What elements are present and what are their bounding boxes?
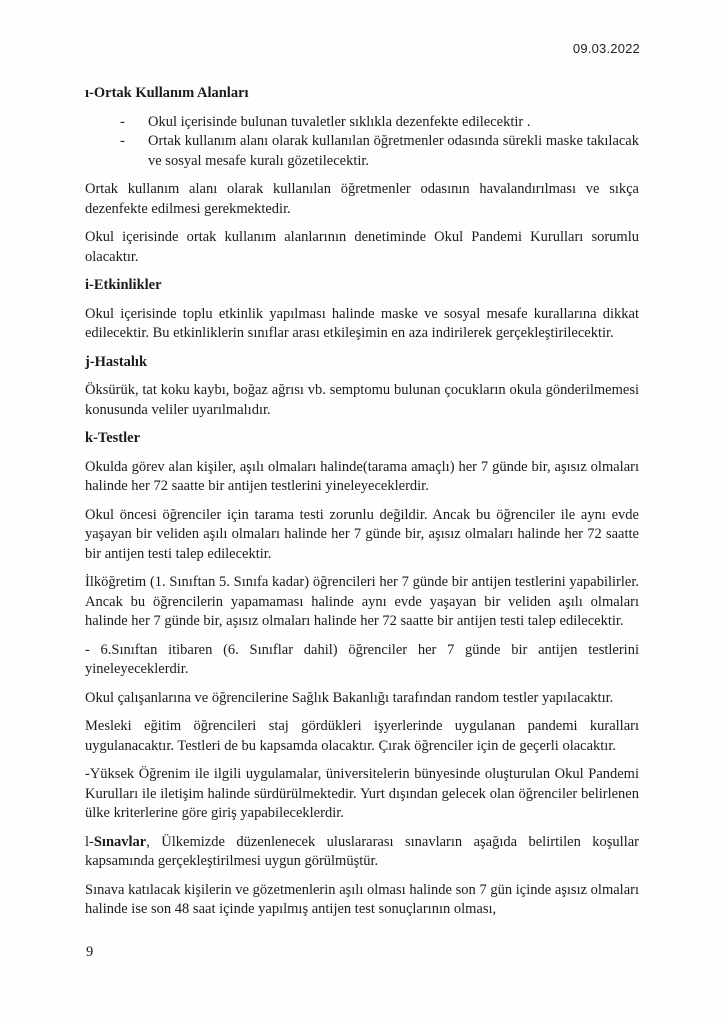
paragraph-denetim: Okul içerisinde ortak kullanım alanlarının denetiminde Okul Pandemi Kurulları sorumlu olacaktır. (85, 229, 639, 265)
bullet-item-text: Okul içerisinde bulunan tuvaletler sıklıkla dezenfekte edilecektir . (148, 113, 531, 130)
section-heading-testler: k-Testler (85, 430, 141, 446)
bullet-dash-icon: - (120, 133, 125, 149)
paragraph-yuksek-ogrenim: -Yüksek Öğrenim ile ilgili uygulamalar, üniversitelerin bünyesinde oluşturulan Okul Pandemi Kurulları ile iletişim halinde sürdürülmektedir. Yurt dışından gelecek olan öğrenciler belirlenen ülke kriterlerine göre giriş yapabileceklerdir. (85, 766, 639, 821)
sinavlar-prefix: l- (85, 833, 94, 850)
paragraph-havalandirma: Ortak kullanım alanı olarak kullanılan öğretmenler odasının havalandırılması ve sıkça dezenfekte edilmesi gerekmektedir. (85, 181, 639, 217)
paragraph-etkinlik: Okul içerisinde toplu etkinlik yapılması halinde maske ve sosyal mesafe kurallarına dikkat edilecektir. Bu etkinliklerin sınıflar arası etkileşimin en aza indirilerek gerçekleştirilecektir. (85, 305, 639, 341)
sinavlar-bold-lead: Sınavlar (93, 833, 147, 850)
paragraph-test-gorevli: Okulda görev alan kişiler, aşılı olmaları halinde(tarama amaçlı) her 7 günde bir, aşısız olmaları halinde her 72 saatte bir antijen testlerini yineleyeceklerdir. (85, 458, 639, 494)
paragraph-test-6sinif: - 6.Sınıftan itibaren (6. Sınıflar dahil) öğrenciler her 7 günde bir antijen testlerini yineleyeceklerdir. (85, 641, 639, 677)
document-date: 09.03.2022 (572, 41, 640, 56)
paragraph-sinav-kosul: Sınava katılacak kişilerin ve gözetmenlerin aşılı olması halinde son 7 gün içinde aşısız olmaları halinde ise son 48 saat içinde yapılmış antijen test sonuçlarının olması, (85, 881, 639, 917)
paragraph-sinavlar (85, 833, 639, 872)
paragraph-test-ilkogretim: İlköğretim (1. Sınıftan 5. Sınıfa kadar) öğrencileri her 7 günde bir antijen testlerini yapabilirler. Ancak bu öğrencilerin yapamaması halinde aynı evde yaşayan bir veliden aşılı olmaları halinde her 7 günde bir, aşısız olmaları halinde her 72 saatte bir antijen testi talep edilecektir. (85, 574, 639, 629)
list-item (85, 132, 639, 171)
bullet-list (85, 113, 639, 172)
paragraph-test-random: Okul çalışanlarına ve öğrencilerine Sağlık Bakanlığı tarafından random testler yapılacaktır. (85, 689, 614, 706)
sinavlar-rest: , Ülkemizde düzenlenecek uluslararası sınavların aşağıda belirtilen koşullar kapsamında gerçekleştirilmesi uygun görülmüştür. (85, 833, 639, 869)
section-heading-etkinlikler: i-Etkinlikler (85, 277, 162, 293)
list-item (85, 113, 639, 133)
paragraph-test-okuloncesi: Okul öncesi öğrenciler için tarama testi zorunlu değildir. Ancak bu öğrenciler ile aynı evde yaşayan bir veliden aşılı olmaları halinde her 7 günde bir, aşısız olmaları halinde her 72 saatte bir antijen testi talep edilecektir. (85, 506, 639, 562)
bullet-item-text: Ortak kullanım alanı olarak kullanılan öğretmenler odasında sürekli maske takılacak ve sosyal mesafe kuralı gözetilecektir. (148, 133, 639, 169)
paragraph-test-mesleki: Mesleki eğitim öğrencileri staj gördükleri işyerlerinde uygulanan pandemi kuralları uygulanacaktır. Testleri de bu kapsamda olacaktır. Çırak öğrenciler için de geçerli olacaktır. (85, 718, 639, 754)
bullet-dash-icon: - (120, 113, 125, 130)
section-heading-ortak-kullanim: ı-Ortak Kullanım Alanları (85, 85, 249, 101)
section-heading-hastalik: j-Hastalık (85, 353, 148, 370)
paragraph-hastalik: Öksürük, tat koku kaybı, boğaz ağrısı vb. semptomu bulunan çocukların okula gönderilmemesi konusunda veliler uyarılmalıdır. (85, 382, 639, 418)
page-number: 9 (86, 944, 94, 960)
document-body (85, 84, 639, 929)
